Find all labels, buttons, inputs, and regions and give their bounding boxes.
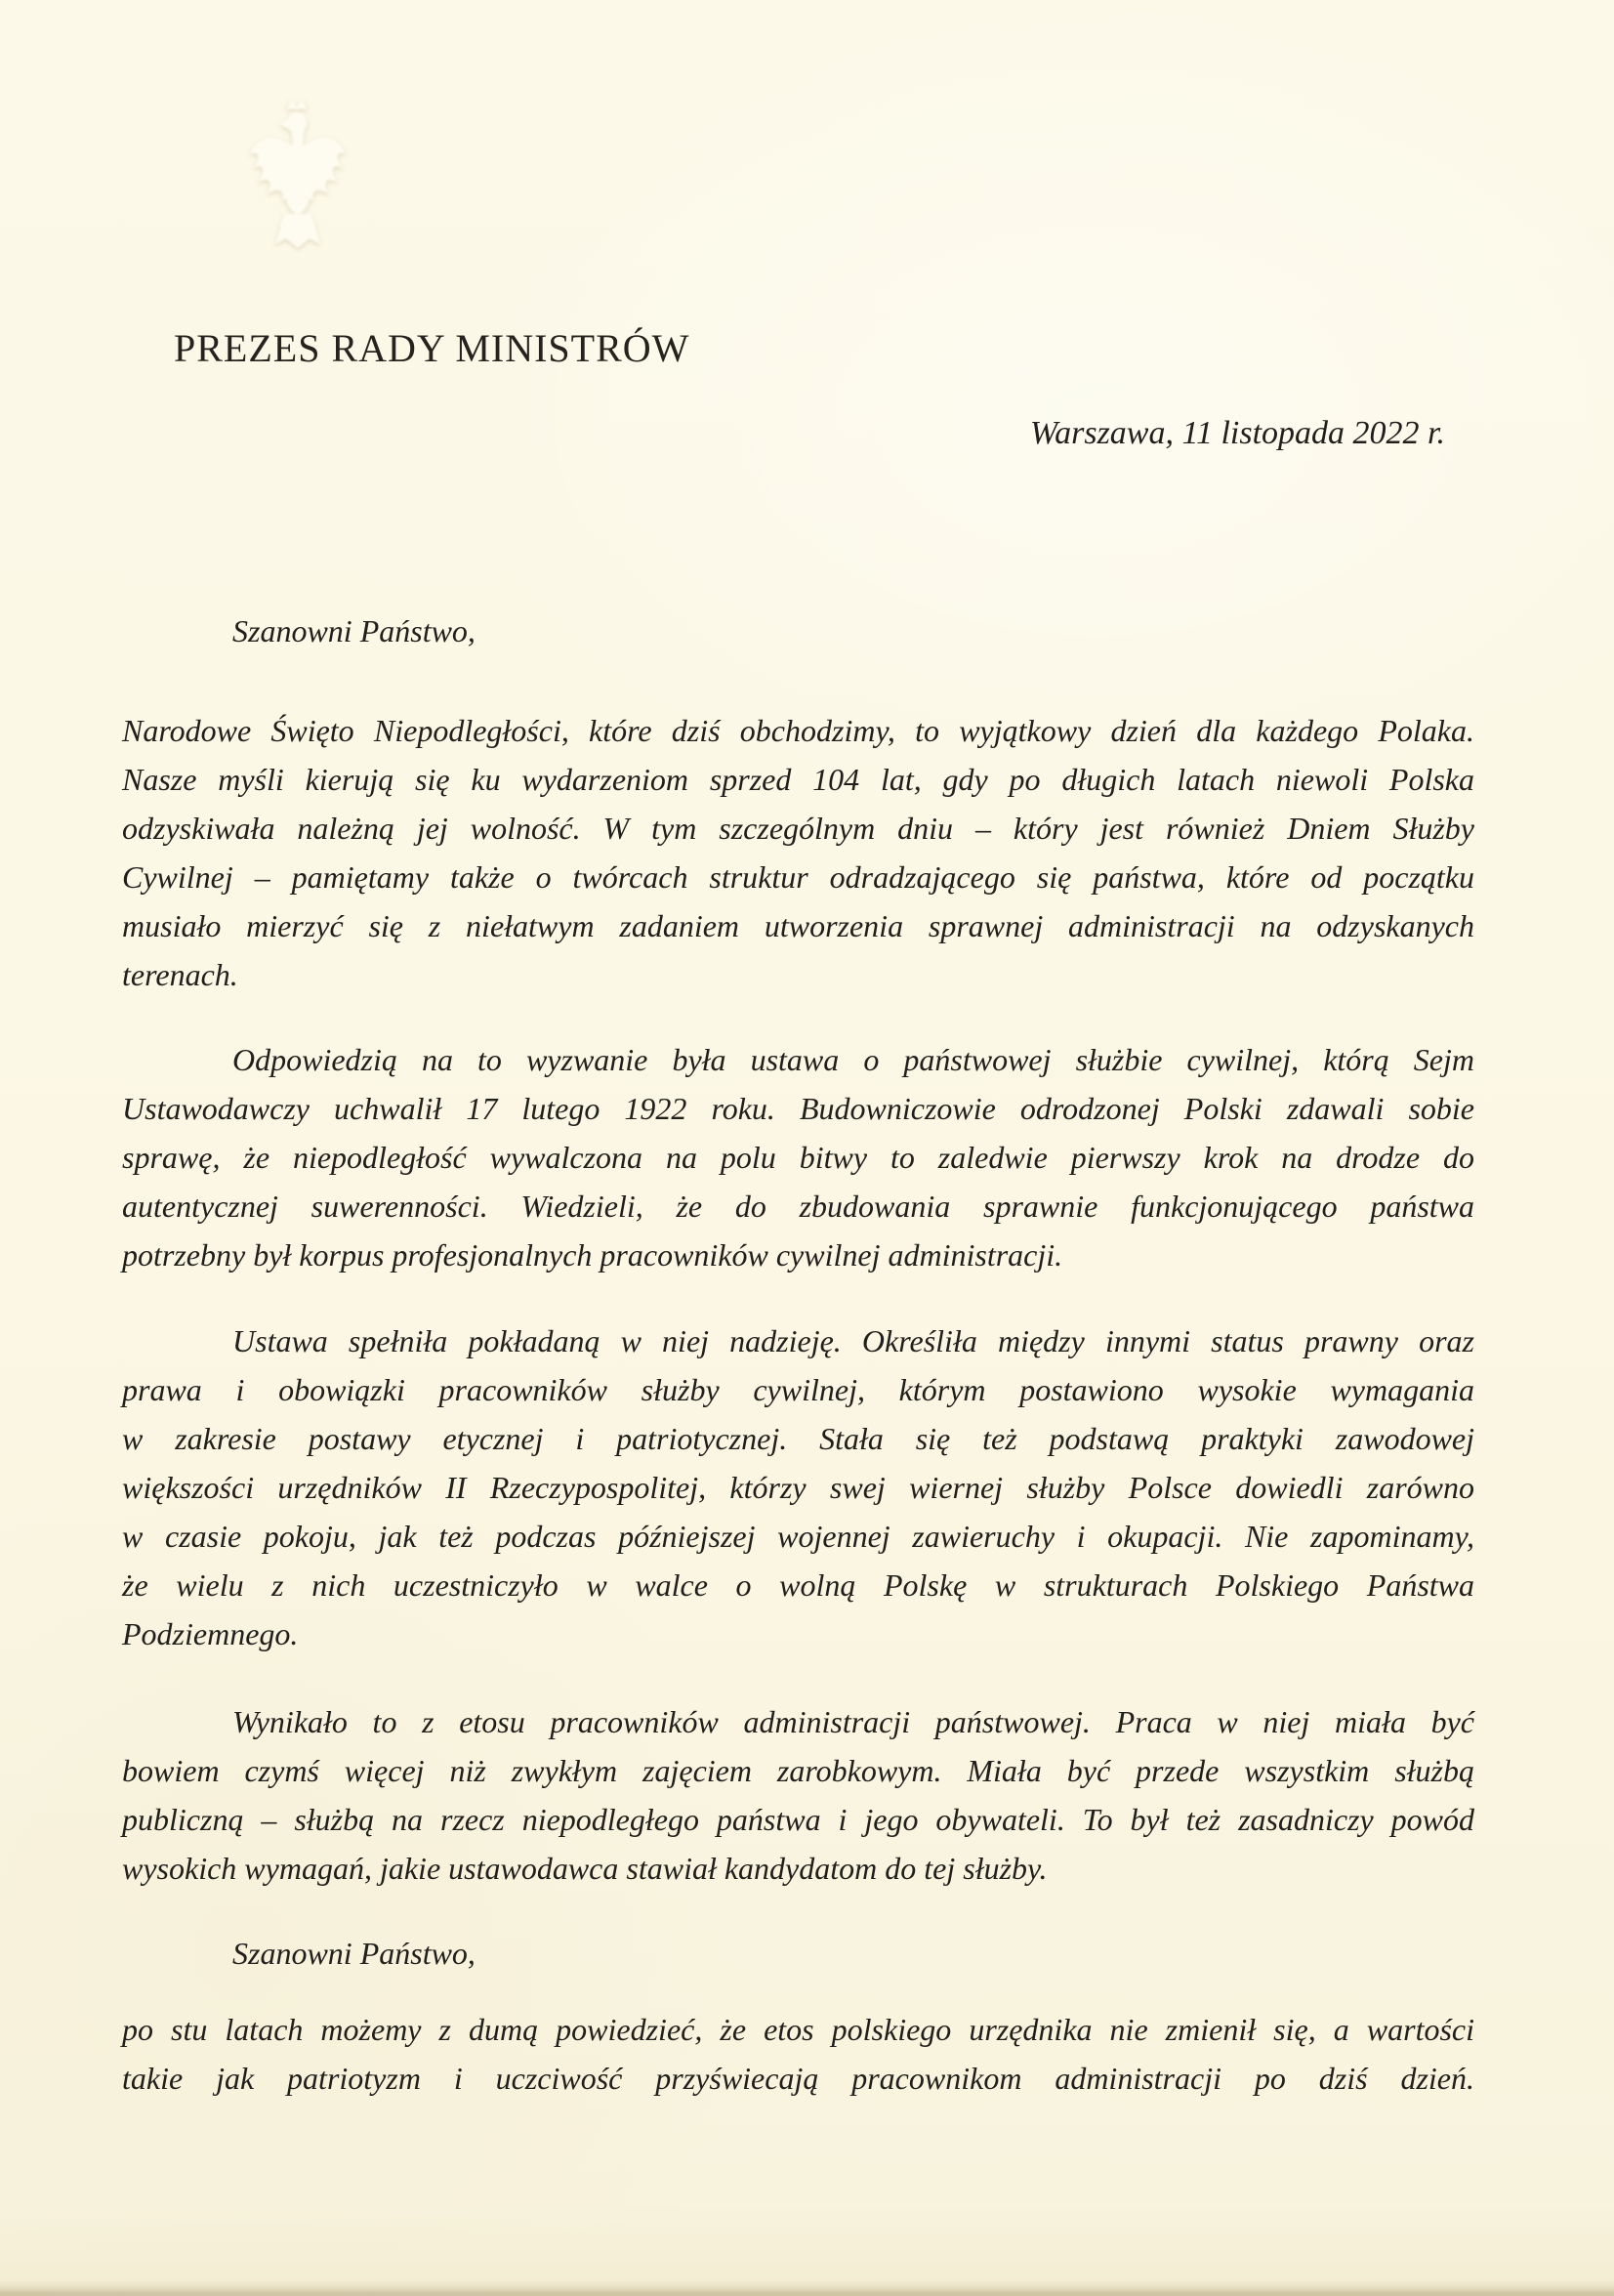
paragraph-4 [122, 1697, 1474, 1893]
text-line: sprawę, że niepodległość wywalczona na polu bitwy to zaledwie pierwszy krok na drodze do [122, 1140, 1474, 1175]
sender-title: PREZES RADY MINISTRÓW [174, 326, 690, 370]
salutation: Szanowni Państwo, [232, 613, 476, 648]
paragraph-3 [122, 1316, 1474, 1658]
paragraph-2 [122, 1035, 1474, 1279]
text-line: publiczną – służbą na rzecz niepodległego państwa i jego obywateli. To był też zasadniczy powód [122, 1802, 1474, 1837]
text-line: odzyskiwała należną jej wolność. W tym szczególnym dniu – który jest również Dniem Służby [122, 811, 1474, 846]
text-line: w zakresie postawy etycznej i patriotycznej. Stała się też podstawą praktyki zawodowej [122, 1421, 1474, 1456]
dateline: Warszawa, 11 listopada 2022 r. [1029, 415, 1445, 451]
text-line: Nasze myśli kierują się ku wydarzeniom sprzed 104 lat, gdy po długich latach niewoli Polska [122, 762, 1474, 797]
text-line: Narodowe Święto Niepodległości, które dziś obchodzimy, to wyjątkowy dzień dla każdego Polaka. [122, 713, 1474, 748]
salutation-2: Szanowni Państwo, [232, 1936, 476, 1971]
text-line: takie jak patriotyzm i uczciwość przyświecają pracownikom administracji po dziś dzień. [122, 2061, 1474, 2096]
text-line: Wynikało to z etosu pracowników administracji państwowej. Praca w niej miała być [232, 1704, 1474, 1739]
paragraph-1 [122, 706, 1474, 999]
text-line: musiało mierzyć się z niełatwym zadaniem utworzenia sprawnej administracji na odzyskanych [122, 908, 1474, 943]
text-line: w czasie pokoju, jak też podczas późniejszej wojennej zawieruchy i okupacji. Nie zapominamy, [122, 1519, 1474, 1554]
text-line: autentycznej suwerenności. Wiedzieli, że do zbudowania sprawnie funkcjonującego państwa [122, 1189, 1474, 1224]
text-line: Podziemnego. [122, 1616, 299, 1651]
text-line: że wielu z nich uczestniczyło w walce o wolną Polskę w strukturach Polskiego Państwa [122, 1567, 1474, 1603]
scan-bottom-edge [0, 2280, 1614, 2296]
text-line: wysokich wymagań, jakie ustawodawca stawiał kandydatom do tej służby. [122, 1851, 1048, 1886]
eagle-watermark-icon [238, 94, 357, 287]
text-line: większości urzędników II Rzeczypospolitej, którzy swej wiernej służby Polsce dowiedli zarówno [122, 1470, 1474, 1505]
text-line: potrzebny był korpus profesjonalnych pracowników cywilnej administracji. [122, 1237, 1063, 1273]
paragraph-5 [122, 2005, 1474, 2103]
text-line: Odpowiedzią na to wyzwanie była ustawa o państwowej służbie cywilnej, którą Sejm [232, 1042, 1474, 1077]
text-line: Ustawodawczy uchwalił 17 lutego 1922 roku. Budowniczowie odrodzonej Polski zdawali sobie [122, 1091, 1474, 1126]
text-line: Cywilnej – pamiętamy także o twórcach struktur odradzającego się państwa, które od początku [122, 859, 1474, 895]
text-line: bowiem czymś więcej niż zwykłym zajęciem zarobkowym. Miała być przede wszystkim służbą [122, 1753, 1474, 1788]
text-line: Ustawa spełniła pokładaną w niej nadzieję. Określiła między innymi status prawny oraz [232, 1323, 1474, 1358]
text-line: terenach. [122, 957, 238, 992]
text-line: po stu latach możemy z dumą powiedzieć, że etos polskiego urzędnika nie zmienił się, a wartości [122, 2012, 1474, 2047]
text-line: prawa i obowiązki pracowników służby cywilnej, którym postawiono wysokie wymagania [122, 1372, 1474, 1407]
